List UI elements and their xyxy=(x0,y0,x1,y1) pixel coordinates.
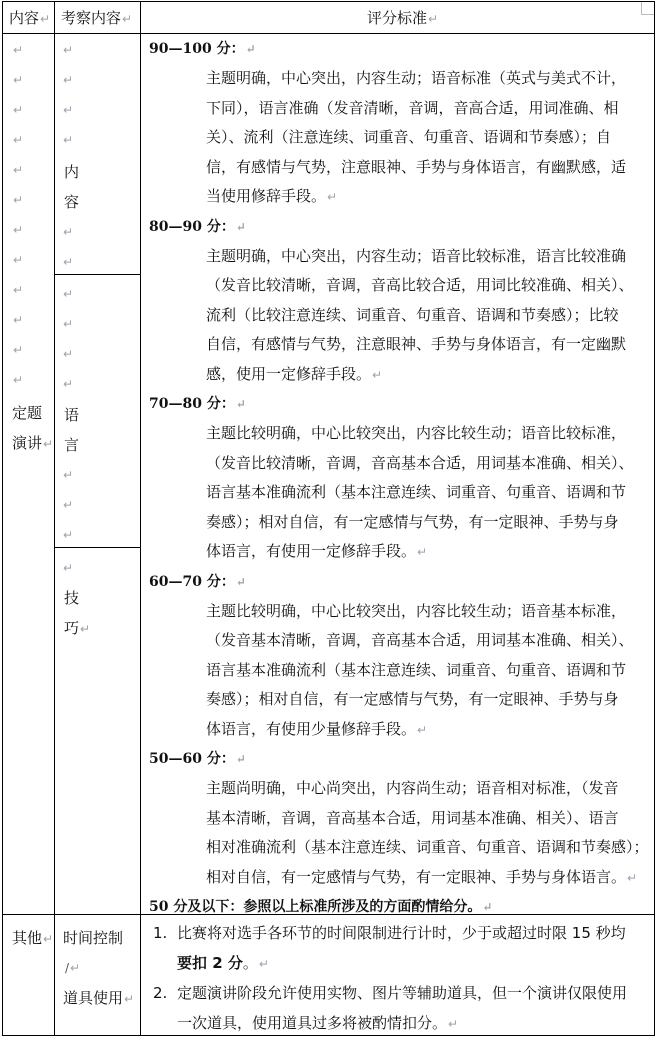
sub-language: 语 言 xyxy=(64,406,80,454)
column-divider-2 xyxy=(140,2,141,1035)
col2-marks-content-b: ↵ ↵ xyxy=(63,225,74,269)
col2-marks-language: ↵ ↵ ↵ ↵ xyxy=(63,287,74,391)
section-name-other: 其他↵ xyxy=(12,929,54,947)
column-divider-1 xyxy=(54,2,55,1035)
criteria-final-note: 50 分及以下：参照以上标准所涉及的方面酌情给分。↵ xyxy=(149,899,493,915)
sub-content: 内 容 xyxy=(64,163,80,211)
col2-marks-language-b: ↵ ↵ ↵ xyxy=(63,468,74,542)
rules-list xyxy=(149,919,653,1039)
header-examine: 考察内容↵ xyxy=(61,9,133,27)
sub-technique: 技 巧↵ xyxy=(64,589,91,637)
header-criteria: 评分标准↵ xyxy=(367,9,439,27)
col2-marks-content: ↵ ↵ ↵ ↵ xyxy=(63,43,74,147)
criteria-band-2: 80—90 分：↵ 主题明确，中心突出，内容生动；语音比较标准，语言比较准确 （发音比较清晰，音调，音高比较合适，用词比较准确、相关）、 流利（比较注意连续、词重音、句重音、语调和节奏感）；比较 自信，有感情与气势，注意眼神、手势与身体语言，有一定幽默 感，使用一定修辞手段。↵ xyxy=(149,218,634,383)
scoring-table xyxy=(2,1,655,1036)
page-corner-marker xyxy=(641,2,654,15)
header-content: 内容↵ xyxy=(9,9,51,27)
col1-marks: ↵ ↵ ↵ ↵ ↵ ↵ ↵ ↵ ↵ ↵ ↵ ↵ xyxy=(13,43,24,387)
criteria-band-1: 90—100 分：↵ 主题明确，中心突出，内容生动；语音标准（英式与美式不计， 下同），语言准确（发音清晰，音调，音高合适，用词准确、相 关）、流利（注意连续、词重音、句重音、语调和节奏感）；自 信，有感情与气势，注意眼神、手势与身体语言，有幽默感，适 当使用修辞手段。↵ xyxy=(149,41,627,205)
criteria-band-5: 50—60 分：↵ 主题尚明确，中心尚突出，内容尚生动；语音相对标准，（发音 基本清晰，音调，音高基本合适，用词基本准确、相关）、语言 相对准确流利（基本注意连续、词重音、句重音、语调和节奏感）； 相对自信，有一定感情与气势，有一定眼神、手势与身体语言。↵ xyxy=(149,751,649,886)
criteria-band-4: 60—70 分：↵ 主题比较明确，中心比较突出，内容比较生动；语音基本标准， （发音基本清晰，音调，音高基本合适，用词基本准确、相关）、 语言基本准确流利（基本注意连续、词重音、句重音、语调和节 奏感）；相对自信，有一定感情与气势，有一定眼神、手势与身 体语言，有使用少量修辞手段。↵ xyxy=(149,573,634,738)
header-divider xyxy=(3,33,654,34)
rule-item-2: 2. 定题演讲阶段允许使用实物、图片等辅助道具，但一个演讲仅限使用 一次道具，使用道具过多将被酌情扣分。↵ xyxy=(153,984,628,1032)
col2-marks-technique: ↵ xyxy=(63,561,74,575)
rule-item-1: 1. 比赛将对选手各环节的时间限制进行计时，少于或超过时限 15 秒均 要扣 2 分。↵ xyxy=(153,924,626,972)
criteria-block xyxy=(149,35,653,922)
sub-time-props: 时间控制 /↵ 道具使用↵ xyxy=(63,929,135,1007)
criteria-band-3: 70—80 分：↵ 主题比较明确，中心比较突出，内容比较生动；语音比较标准， （发音比较清晰，音调，音高基本合适，用词基本准确、相关）、 语言基本准确流利（基本注意连续、词重音、句重音、语调和节 奏感）；相对自信，有一定感情与气势，有一定眼神、手势与身 体语言，有使用一定修辞手段。↵ xyxy=(149,396,634,560)
section-name-speech: 定题 演讲↵ xyxy=(12,404,54,452)
